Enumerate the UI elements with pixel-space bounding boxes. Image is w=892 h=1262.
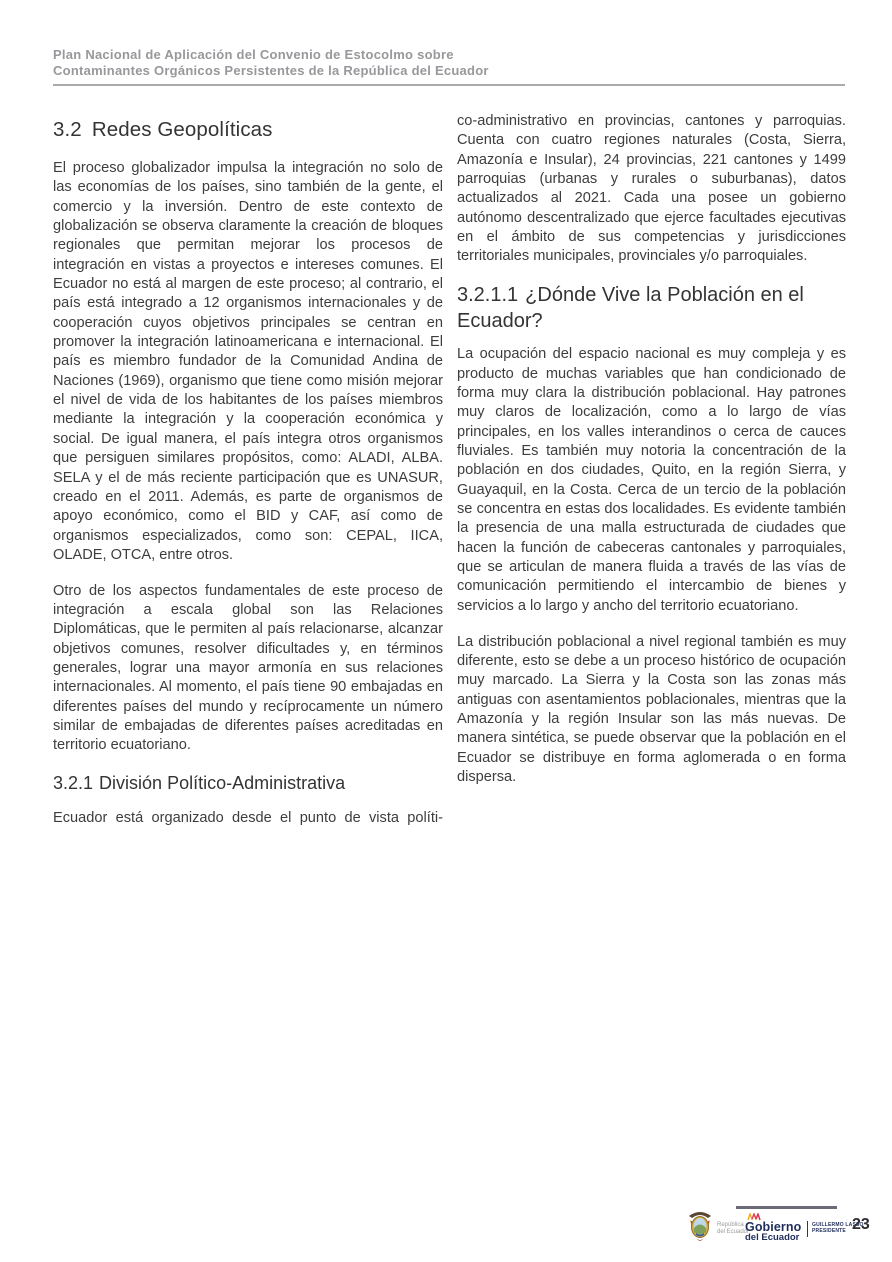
- gobierno-del-ecuador-logo: [745, 1213, 801, 1243]
- section-title: ¿Dónde Vive la Población en el Ecuador?: [457, 284, 804, 332]
- body-paragraph: El proceso globalizador impulsa la integración no solo de las economías de los países, sino también de la gente, el comercio y la inversión. Dentro de este contexto de globalización se observa claramente la creación de bloques regionales que permitan mejorar los procesos de integración en vistas a proyectos e intereses comunes. El Ecuador no está al margen de este proceso; al contrario, el país está integrado a 12 organismos internacionales y de cooperación cuyos objetivos principales se centran en promover la integración latinoamericana e internacional. El país es miembro fundador de la Comunidad Andina de Naciones (1969), organismo que tiene como misión mejorar el nivel de vida de los habitantes de los países miembros mediante la integración y la cooperación económica y social. De igual manera, el país integra otros organismos que persiguen similares propósitos, como: ALADI, ALBA. SELA y el de más reciente participación que es UNASUR, creado en el 2011. Además, es parte de organismos de apoyo económico, como el BID y CAF, así como de organismos especializados, como son: CEPAL, IICA, OLADE, OTCA, entre otros.: [53, 160, 443, 563]
- body-paragraph: La distribución poblacional a nivel regional también es muy diferente, esto se debe a un proceso histórico de ocupación muy marcado. La Sierra y la Costa son las zonas más antiguas con asentamientos poblacionales, mientras que la Amazonía y la región Insular son las más nuevas. De manera sintética, se puede observar que la población en el Ecuador se distribuye en forma aglomerada o en forma dispersa.: [457, 633, 846, 785]
- gobierno-line1: Gobierno: [745, 1220, 802, 1234]
- republica-line2: del Ecuador: [717, 1228, 750, 1235]
- left-column: [53, 118, 443, 829]
- page-number: 23: [852, 1216, 870, 1233]
- gobierno-line2: del Ecuador: [745, 1232, 800, 1243]
- footer-accent-bar: [736, 1206, 837, 1209]
- section-heading-3-2: [53, 118, 443, 142]
- republica-line1: República: [717, 1222, 744, 1228]
- header-title-line2: Contaminantes Orgánicos Persistentes de la República del Ecuador: [53, 62, 489, 78]
- section-number: 3.2.1.1: [457, 284, 519, 307]
- body-paragraph: Otro de los aspectos fundamentales de este proceso de integración a escala global son las Relaciones Diplomáticas, que le permiten al país relacionarse, alcanzar objetivos comunes, resolver dificultades y, en términos generales, lograr una mayor armonía en sus relaciones internacionales. Al momento, el país tiene 90 embajadas en diferentes países del mundo y recíprocamente un número similar de embajadas de diferentes países acreditadas en territorio ecuatoriano.: [53, 582, 443, 754]
- section-title: División Político-Administrativa: [99, 773, 346, 794]
- footer-separator: [807, 1221, 808, 1237]
- subsection-heading-3-2-1-1: [457, 283, 846, 334]
- section-title: Redes Geopolíticas: [91, 118, 273, 141]
- president-line1: GUILLERMO LASSO: [812, 1222, 864, 1228]
- body-paragraph: Ecuador está organizado desde el punto de vista políti-: [53, 810, 443, 827]
- section-number: 3.2.1: [53, 773, 94, 794]
- header-title-line1: Plan Nacional de Aplicación del Convenio de Estocolmo sobre: [53, 47, 454, 62]
- page-header: [53, 47, 845, 78]
- header-divider: [53, 84, 845, 86]
- president-line2: PRESIDENTE: [812, 1227, 846, 1234]
- body-paragraph: co-administrativo en provincias, cantones y parroquias. Cuenta con cuatro regiones naturales (Costa, Sierra, Amazonía e Insular), 24 provincias, 221 cantones y 1499 parroquias (urbanas y rurales o suburbanas), datos actualizados al 2021. Cada una posee un gobierno autónomo descentralizado que ejerce facultades ejecutivas en el ámbito de sus competencias y jurisdicciones territoriales municipales, provinciales y/o parroquiales.: [457, 113, 846, 265]
- right-column: [457, 112, 846, 787]
- body-paragraph: La ocupación del espacio nacional es muy compleja y es producto de muchas variables que han condicionado de forma muy clara la distribución poblacional. Hay patrones muy claros de localización, como a lo largo de vías principales, en los valles interandinos o cerca de cauces fluviales. Es también muy notoria la concentración de la población en dos ciudades, Quito, en la región Sierra, y Guayaquil, en la Costa. Cerca de un tercio de la población se concentra en estas dos localidades. Es evidente también la presencia de una malla estructurada de ciudades que hacen la función de cabeceras cantonales y parroquiales, que se articulan de manera fluida a través de las vías de comunicación permitiendo el intercambio de bienes y servicios a lo largo y ancho del territorio ecuatoriano.: [457, 346, 846, 614]
- subsection-heading-3-2-1: [53, 772, 443, 794]
- ecuador-coat-of-arms-icon: [686, 1209, 714, 1243]
- section-number: 3.2: [53, 118, 82, 141]
